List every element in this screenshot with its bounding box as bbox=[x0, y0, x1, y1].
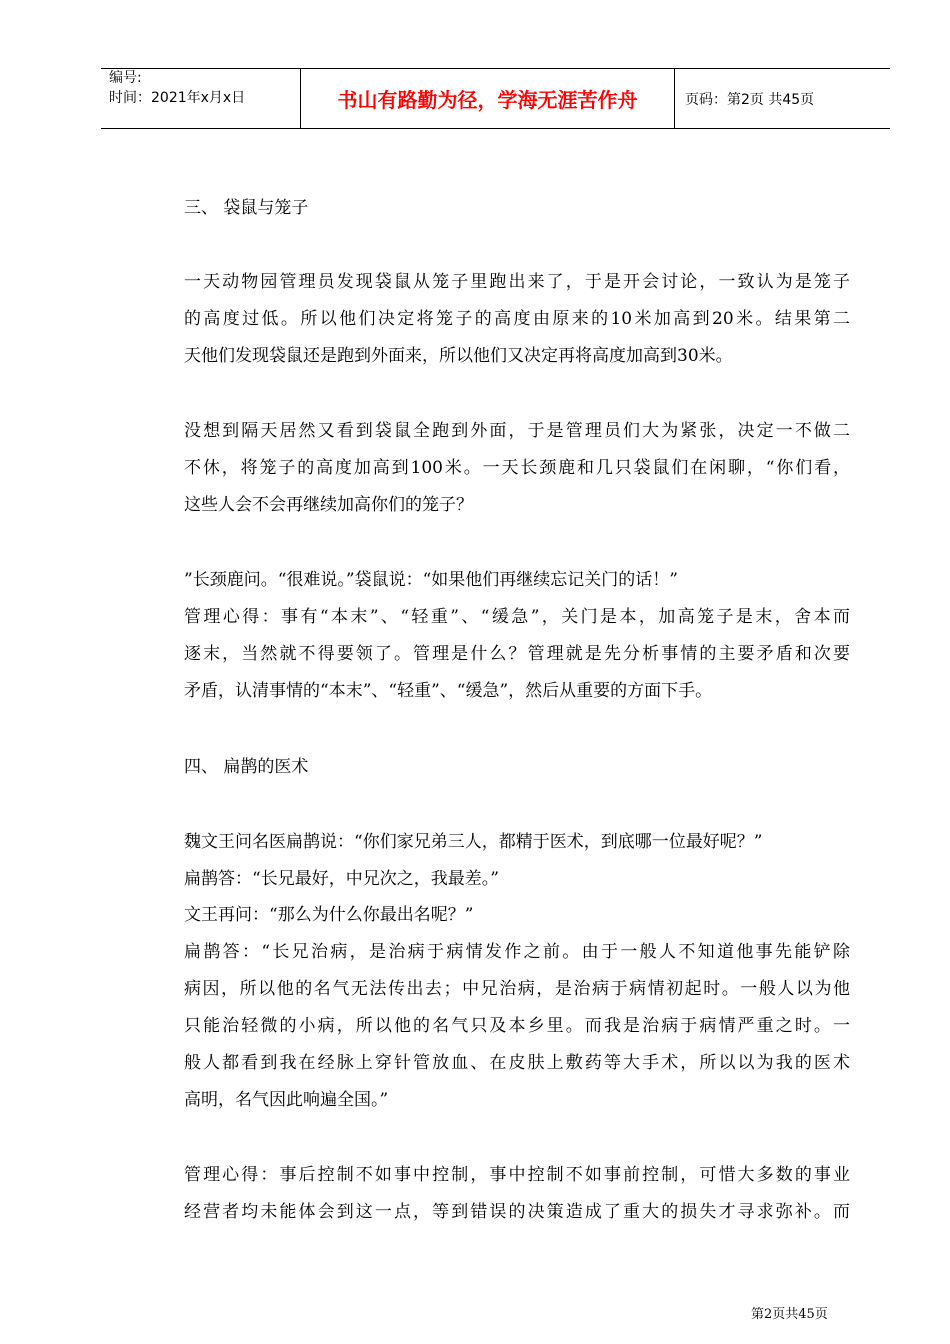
paragraph-line: 逐末，当然就不得要领了。管理是什么？管理就是先分析事情的主要矛盾和次要 bbox=[184, 644, 850, 664]
paragraph-line: 一天动物园管理员发现袋鼠从笼子里跑出来了，于是开会讨论，一致认为是笼子 bbox=[184, 272, 850, 292]
header-meta bbox=[101, 69, 301, 128]
paragraph-line: 没想到隔天居然又看到袋鼠全跑到外面，于是管理员们大为紧张，决定一不做二 bbox=[184, 421, 850, 441]
paragraph-line: 不休，将笼子的高度加高到100米。一天长颈鹿和几只袋鼠们在闲聊，“你们看， bbox=[184, 458, 850, 478]
page-footer: 第2页共45页 bbox=[751, 1307, 828, 1322]
paragraph-line: 矛盾，认清事情的“本末”、“轻重”、“缓急”，然后从重要的方面下手。 bbox=[184, 681, 713, 701]
paragraph-line: 扁鹊答：“长兄治病，是治病于病情发作之前。由于一般人不知道他事先能铲除 bbox=[184, 942, 850, 962]
paragraph-line: 病因，所以他的名气无法传出去；中兄治病，是治病于病情初起时。一般人以为他 bbox=[184, 979, 850, 999]
paragraph-line: 管理心得：事有“本末”、“轻重”、“缓急”，关门是本，加高笼子是末，舍本而 bbox=[184, 607, 850, 627]
paragraph-line: 管理心得：事后控制不如事中控制，事中控制不如事前控制，可惜大多数的事业 bbox=[184, 1165, 850, 1185]
paragraph-line: 这些人会不会再继续加高你们的笼子？ bbox=[184, 495, 473, 515]
section-heading: 四、 扁鹊的医术 bbox=[184, 757, 309, 777]
paragraph-line: ”长颈鹿问。“很难说。”袋鼠说：“如果他们再继续忘记关门的话！” bbox=[184, 570, 678, 590]
paragraph-line: 文王再问：“那么为什么你最出名呢？” bbox=[184, 905, 474, 925]
header-motto: 书山有路勤为径，学海无涯苦作舟 bbox=[301, 69, 675, 128]
document-date: 时间：2021年x月x日 bbox=[109, 90, 246, 106]
paragraph-line: 的高度过低。所以他们决定将笼子的高度由原来的10米加高到20米。结果第二 bbox=[184, 309, 850, 329]
section-heading: 三、 袋鼠与笼子 bbox=[184, 198, 309, 218]
page-header bbox=[101, 68, 890, 129]
paragraph-line: 经营者均未能体会到这一点，等到错误的决策造成了重大的损失才寻求弥补。而 bbox=[184, 1202, 850, 1222]
document-number-label: 编号: bbox=[109, 70, 142, 86]
header-page-info: 页码：第2页 共45页 bbox=[685, 91, 815, 108]
paragraph-line: 般人都看到我在经脉上穿针管放血、在皮肤上敷药等大手术，所以以为我的医术 bbox=[184, 1053, 850, 1073]
paragraph-line: 魏文王问名医扁鹊说：“你们家兄弟三人，都精于医术，到底哪一位最好呢？” bbox=[184, 832, 763, 852]
paragraph-line: 高明，名气因此响遍全国。” bbox=[184, 1090, 389, 1110]
paragraph-line: 天他们发现袋鼠还是跑到外面来，所以他们又决定再将高度加高到30米。 bbox=[184, 346, 733, 366]
paragraph-line: 扁鹊答：“长兄最好，中兄次之，我最差。” bbox=[184, 869, 499, 889]
paragraph-line: 只能治轻微的小病，所以他的名气只及本乡里。而我是治病于病情严重之时。一 bbox=[184, 1016, 850, 1036]
